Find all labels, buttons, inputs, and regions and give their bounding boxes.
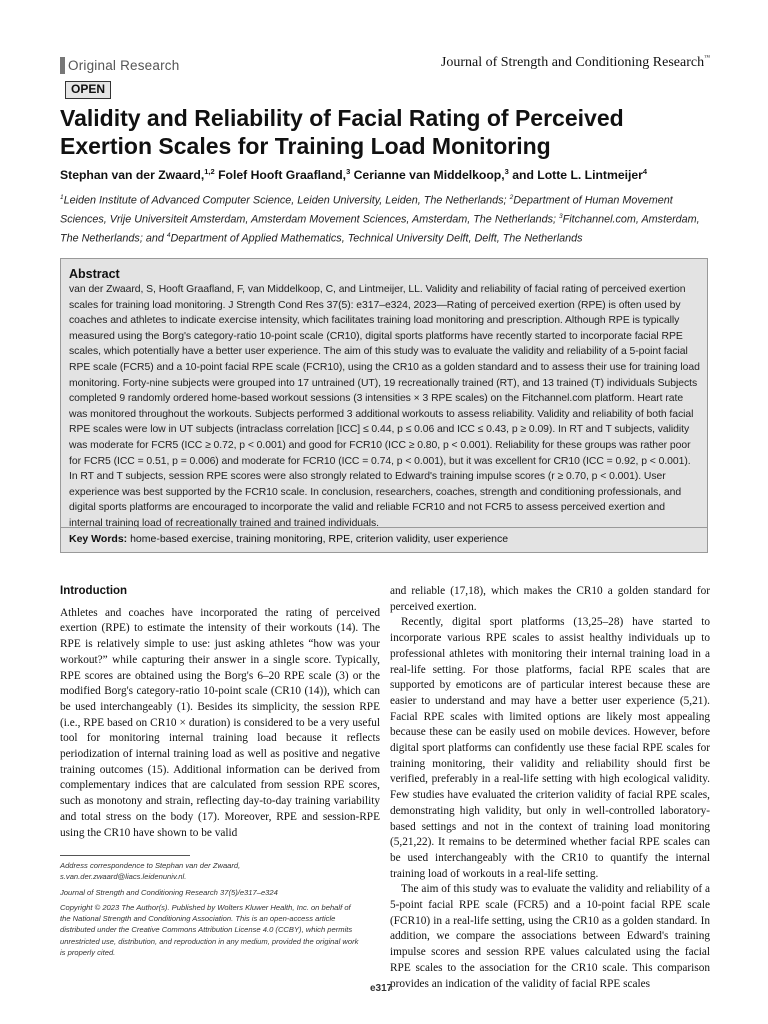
correspondence-note: Address correspondence to Stephan van der Zwaard, s.van.der.zwaard@liacs.leidenuniv.nl. (60, 861, 241, 882)
copyright-note: Copyright © 2023 The Author(s). Published by Wolters Kluwer Health, Inc. on behalf of the National Strength and Conditioning Association. This is an open-access article distributed under the Creative Commons Attribution License 4.0 (CCBY), which permits unrestricted use, distribution, and reproduction in any medium, provided the original work is properly cited. (60, 902, 359, 958)
left-column (60, 584, 380, 841)
affiliation-number: 4 (166, 232, 171, 240)
author-affiliation-mark: 3 (504, 167, 509, 176)
body-paragraph: and reliable (17,18), which makes the CR10 a golden standard for perceived exertion. (390, 585, 710, 613)
right-column (390, 584, 710, 992)
footnotes (60, 860, 360, 962)
affiliation-number: 2 (509, 194, 514, 201)
page-header (60, 55, 710, 77)
keywords-line (69, 533, 508, 545)
affiliation-text: Department of Human Movement Sciences, Vrije Universiteit Amsterdam, Amsterdam Movement Sciences, Amsterdam, The Netherlands; (60, 194, 673, 226)
journal-name: Journal of Strength and Conditioning Research (440, 55, 705, 70)
footnote-divider (60, 855, 190, 856)
journal-logo (441, 55, 710, 71)
abstract-heading: Abstract (69, 267, 120, 281)
affiliation-number: 3 (559, 213, 563, 221)
citation-note: Journal of Strength and Conditioning Research 37(5)/e317–e324 (60, 887, 278, 897)
author-list (60, 167, 720, 182)
article-title: Validity and Reliability of Facial Rating of Perceived Exertion Scales for Training Load Monitoring (60, 105, 624, 159)
body-paragraph: Recently, digital sport platforms (13,25–28) have started to incorporate various RPE scales to assist healthy individuals up to professional athletes with monitoring their internal training load in a real-life setting. For those platforms, facial RPE scales that are supported by emoticons are of particular interest because these are easier to understand and may have a better user experience (5,21). Facial RPE scales with limited options are likely most appealing because these can be easily used on mobile devices. However, before digital sport platforms can confidently use these facial RPE scales for training monitoring, their validity and reliability should first be verified, preferably in a real-life setting with high ecological validity. Few studies have evaluated the criterion validity of facial RPE scales, demonstrating high validity, but only in well-controlled laboratory-based settings and not in the context of training load monitoring (5,21,22). It remains to be determined whether facial RPE scales can be used interchangeably with the CR10 to quantify the internal training load of workouts in a real-life setting. (390, 616, 710, 880)
abstract-box (60, 258, 708, 553)
author-name[interactable]: Folef Hooft Graafland, (218, 168, 347, 183)
author-name[interactable]: and Lotte L. Lintmeijer (512, 168, 643, 183)
author-name[interactable]: Stephan van der Zwaard, (60, 168, 205, 183)
abstract-body: van der Zwaard, S, Hooft Graafland, F, van Middelkoop, C, and Lintmeijer, LL. Validity and reliability of facial rating of perceived exertion scales for training load monitoring. J Strength Cond Res 37(5): e317–e324, 2023—Rating of perceived exertion (RPE) is often used by coaches and athletes to indicate exercise intensity, which facilitates training load monitoring and prescription. Although RPE is typically measured using the Borg's category-ratio 10-point scale (CR10), digital sports platforms have recently started to incorporate facial RPE scales, which potentially have a better user experience. The aim of this study was to evaluate the validity and reliability of a 5-point facial RPE scale (FCR5) and a 10-point facial RPE scale (FCR10), using the CR10 as a golden standard and to assess their use for training load monitoring. Forty-nine subjects were grouped into 17 untrained (UT), 19 recreationally trained (RT), and 13 trained (T) individuals Subjects completed 9 randomly ordered home-based workout sessions (3 intensities × 3 RPE scales) on the Fitchannel.com platform. Heart rate was monitored throughout the workouts. Subjects performed 3 additional workouts to assess reliability. Validity and reliability of both facial RPE scales were low in UT subjects (intraclass correlation [ICC] ≤ 0.44, p ≤ 0.06 and ICC ≤ 0.43, p ≥ 0.09). In RT and T subjects, validity was moderate for FCR5 (ICC ≥ 0.72, p < 0.001) and good for FCR10 (ICC ≥ 0.80, p < 0.001). Reliability for these groups was rather poor for FCR5 (ICC = 0.51, p = 0.006) and moderate for FCR10 (ICC = 0.74, p < 0.001), but it was excellent for CR10 (ICC = 0.92, p < 0.001). In RT and T subjects, session RPE scores were also strongly related to Edward's training impulse scores (r ≥ 0.70, p < 0.001). User experience was best supported by the FCR10 scale. In conclusion, researchers, coaches, strength and conditioning professionals, and digital sports platforms are encouraged to incorporate the valid and reliable FCR10 and not FCR5 to assess perceived exertion and internal training load of recreationally trained and trained individuals. (69, 284, 700, 529)
body-paragraph: The aim of this study was to evaluate the validity and reliability of a 5-point facial RPE scale (FCR5) and a 10-point facial RPE scale (FCR10) in a real-life setting, using the CR10 as a golden standard. In addition, we compare the associations between Edward's training impulse scores and session RPE values calculated using the facial RPE scales to the association for the CR10 scale. This comparison provides an indication of the validity of facial RPE scales (390, 883, 710, 990)
keywords-label: Key Words: (69, 533, 128, 545)
affiliation-text: Department of Applied Mathematics, Technical University Delft, Delft, The Netherlands (170, 232, 583, 245)
affiliation-text: Leiden Institute of Advanced Computer Science, Leiden University, Leiden, The Netherlands; (63, 194, 510, 207)
affiliation-number: 1 (60, 194, 64, 201)
keywords-text: home-based exercise, training monitoring, RPE, criterion validity, user experience (127, 533, 509, 545)
affiliation-text: Fitchannel.com, Amsterdam, The Netherlands; and (60, 213, 700, 245)
body-paragraph: Athletes and coaches have incorporated the rating of perceived exertion (RPE) to estimate the intensity of their workouts (14). The RPE is relatively simple to use: just asking athletes “how was your workout?” while capturing their answer in a single score. Typically, RPE scores are obtained using the Borg's 6–20 RPE scale (3) or the modified Borg's category-ratio 10-point scale (CR10 (14)), which can be used interchangeably (1). Besides its simplicity, the session RPE (i.e., RPE based on CR10 × duration) is considered to be a very useful tool for monitoring internal training load because it reflects periodization of internal training load as well as positive and negative training outcomes (15). Additional information can be derived from complementary indices that are calculated from session RPE scores, such as monotony and strain, reflecting day-to-day training variability and total stress on the body (17). Moreover, RPE and session-RPE using the CR10 have shown to be valid (60, 606, 380, 839)
author-affiliation-mark: 4 (642, 167, 648, 176)
keywords-divider (61, 527, 707, 528)
introduction-heading: Introduction (60, 585, 128, 597)
open-access-badge: OPEN (65, 81, 111, 99)
author-affiliation-mark: 1,2 (204, 167, 215, 176)
section-tag (60, 55, 179, 75)
section-label: Original Research (68, 57, 180, 73)
journal-trademark: ™ (704, 55, 710, 61)
page-number: e317 (370, 983, 393, 994)
author-affiliation-mark: 3 (346, 167, 351, 176)
section-tag-bar (60, 57, 65, 74)
author-name[interactable]: Cerianne van Middelkoop, (353, 168, 505, 183)
affiliations (60, 190, 720, 247)
